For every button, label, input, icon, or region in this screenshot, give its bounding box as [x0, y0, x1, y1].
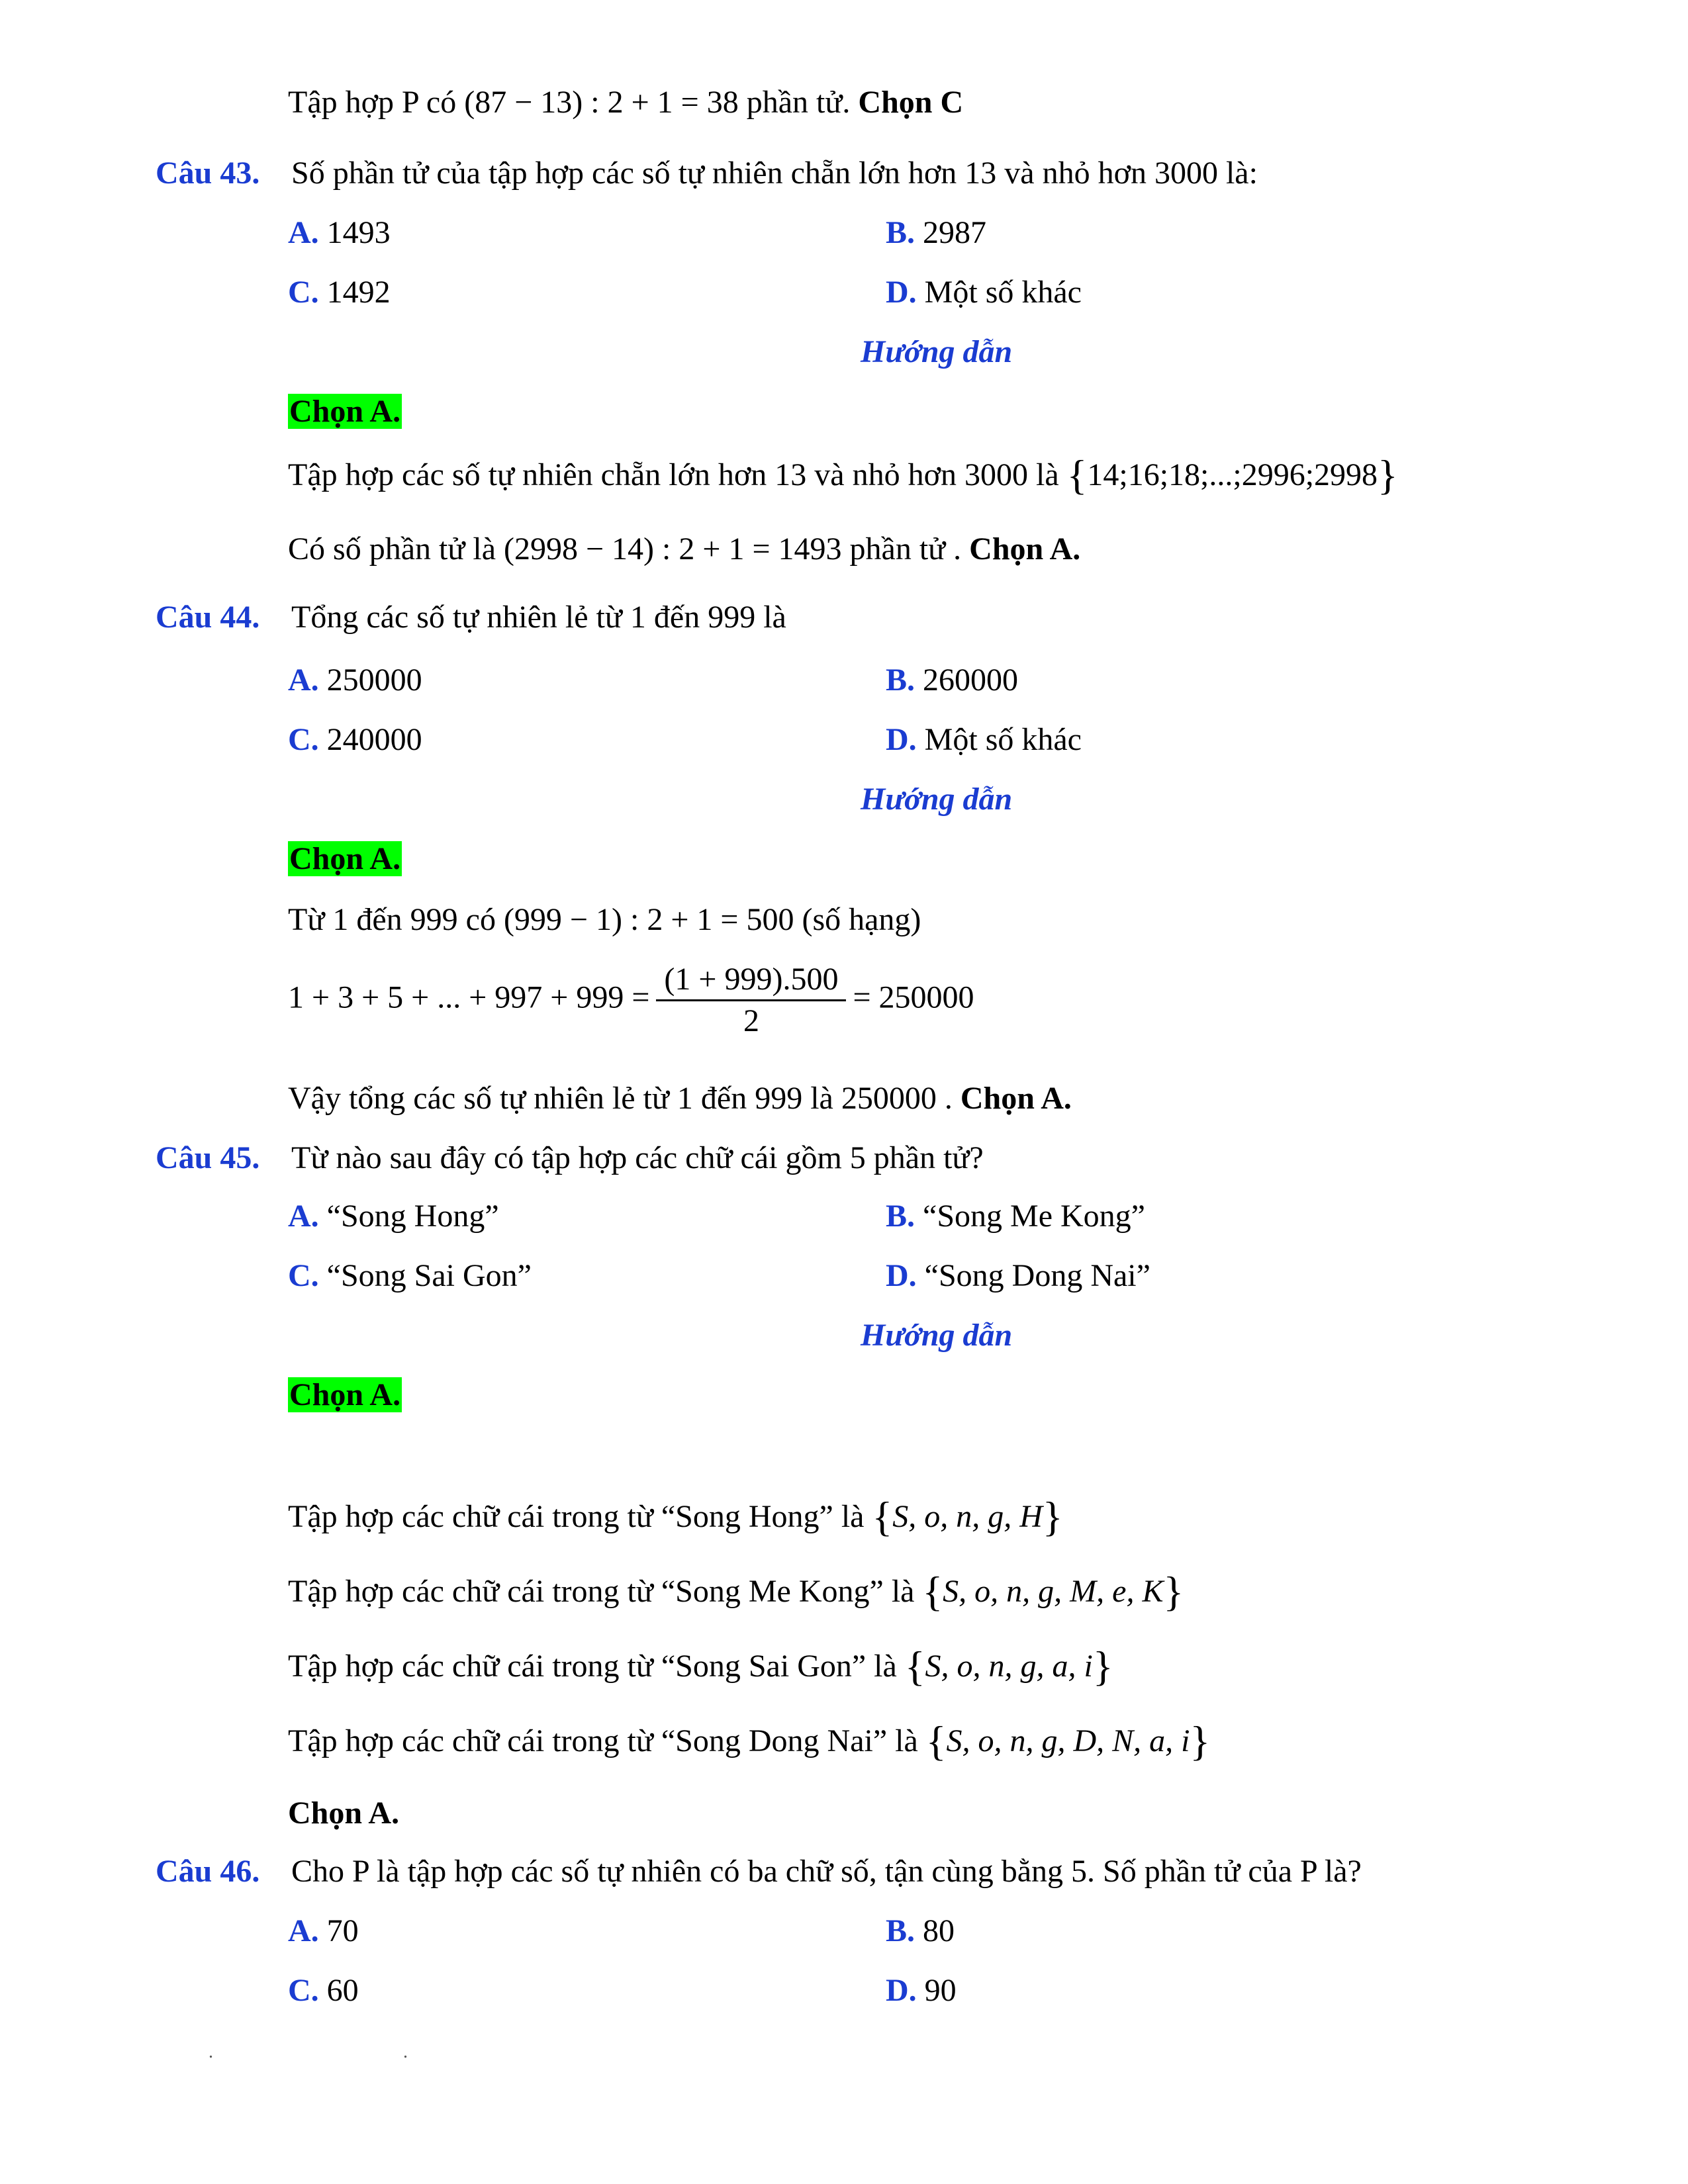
option-value: “Song Hong” — [326, 1199, 499, 1234]
q45-set-line — [288, 1493, 1063, 1540]
q46-text: Cho P là tập hợp các số tự nhiên có ba chữ số, tận cùng bằng 5. Số phần tử của P là? — [291, 1854, 1362, 1889]
q46-option-d — [886, 1971, 957, 2011]
q44-option-a — [288, 660, 422, 700]
q43-text: Số phần tử của tập hợp các số tự nhiên chẵn lớn hơn 13 và nhỏ hơn 3000 là: — [291, 156, 1258, 191]
footer-dots: . . — [209, 2042, 500, 2062]
option-label: A. — [288, 215, 319, 250]
brace-close: } — [1092, 1643, 1113, 1690]
brace-close: } — [1042, 1493, 1063, 1540]
option-value: 260000 — [923, 662, 1019, 698]
option-value: Một số khác — [924, 722, 1082, 757]
q45-text: Từ nào sau đây có tập hợp các chữ cái gồm 5 phần tử? — [291, 1140, 984, 1175]
brace-close: } — [1190, 1717, 1211, 1764]
q43-option-b — [886, 213, 986, 253]
q45-number: Câu 45. — [156, 1140, 260, 1175]
option-label: C. — [288, 275, 319, 310]
brace-close: } — [1163, 1568, 1184, 1615]
q44-option-b — [886, 660, 1018, 700]
brace-open: { — [872, 1493, 893, 1540]
q43-option-a — [288, 213, 391, 253]
brace-open: { — [925, 1717, 947, 1764]
set-contents: S, o, n, g, D, N, a, i — [946, 1723, 1190, 1758]
brace-open: { — [904, 1643, 925, 1690]
option-label: D. — [886, 722, 917, 757]
solution-answer: Chọn A. — [969, 531, 1081, 567]
option-value: Một số khác — [924, 275, 1082, 310]
q45-option-d — [886, 1256, 1150, 1296]
solution-text: Tập hợp các số tự nhiên chẵn lớn hơn 13 và nhỏ hơn 3000 là — [288, 457, 1059, 492]
q44-guide-heading: Hướng dẫn — [861, 782, 1013, 817]
option-value: 1493 — [326, 215, 391, 250]
q44-option-c — [288, 720, 422, 760]
q43-option-d — [886, 273, 1082, 312]
fraction — [656, 960, 846, 1041]
option-label: A. — [288, 662, 319, 698]
q46-option-c — [288, 1971, 359, 2011]
set-text: Tập hợp các chữ cái trong từ “Song Sai Gon” là — [288, 1649, 897, 1684]
q44-text: Tổng các số tự nhiên lẻ từ 1 đến 999 là — [291, 600, 786, 635]
option-label: C. — [288, 1973, 319, 2008]
option-label: D. — [886, 1973, 917, 2008]
q45-guide-heading: Hướng dẫn — [861, 1318, 1013, 1353]
q45-final-answer: Chọn A. — [288, 1796, 400, 1831]
option-label: A. — [288, 1199, 319, 1234]
q45-set-line — [288, 1568, 1184, 1615]
option-value: “Song Dong Nai” — [924, 1258, 1150, 1293]
intro-text: Tập hợp P có (87 − 13) : 2 + 1 = 38 phần tử. — [288, 85, 851, 120]
q43-number: Câu 43. — [156, 156, 260, 191]
highlighted-answer: Chọn A. — [289, 394, 401, 429]
q43-option-c — [288, 273, 391, 312]
q43-solution-line2 — [288, 529, 1080, 569]
set-contents: S, o, n, g, M, e, K — [943, 1574, 1164, 1609]
intro-line — [288, 83, 963, 122]
option-value: 2987 — [923, 215, 987, 250]
q44-option-d — [886, 720, 1082, 760]
conclusion-text: Vậy tổng các số tự nhiên lẻ từ 1 đến 999 là 250000 . — [288, 1081, 953, 1116]
option-value: “Song Me Kong” — [923, 1199, 1145, 1234]
q44-choice — [288, 839, 402, 879]
option-value: 60 — [326, 1973, 359, 2008]
option-value: 1492 — [326, 275, 391, 310]
set-text: Tập hợp các chữ cái trong từ “Song Dong Nai” là — [288, 1723, 918, 1758]
q45-option-b — [886, 1197, 1145, 1236]
q46-option-b — [886, 1911, 955, 1951]
set-text: Tập hợp các chữ cái trong từ “Song Me Kong” là — [288, 1574, 915, 1609]
set-contents: S, o, n, g, H — [892, 1499, 1043, 1534]
option-label: B. — [886, 662, 915, 698]
q45-choice — [288, 1375, 402, 1415]
option-value: 70 — [326, 1913, 359, 1948]
option-label: C. — [288, 722, 319, 757]
q44-number: Câu 44. — [156, 600, 260, 635]
q45-option-a — [288, 1197, 499, 1236]
intro-answer: Chọn C — [858, 85, 964, 120]
sum-right: = 250000 — [853, 979, 974, 1015]
highlighted-answer: Chọn A. — [289, 1377, 401, 1412]
fraction-numerator: (1 + 999).500 — [656, 960, 846, 1001]
q43-guide-heading: Hướng dẫn — [861, 334, 1013, 369]
option-value: 80 — [923, 1913, 955, 1948]
q44-solution-line1: Từ 1 đến 999 có (999 − 1) : 2 + 1 = 500 (số hạng) — [288, 902, 921, 937]
option-value: “Song Sai Gon” — [326, 1258, 532, 1293]
q44-conclusion — [288, 1079, 1072, 1118]
brace-open: { — [922, 1568, 943, 1615]
sum-left: 1 + 3 + 5 + ... + 997 + 999 = — [288, 979, 650, 1015]
q44-sum-equation — [288, 960, 974, 1041]
option-label: A. — [288, 1913, 319, 1948]
set-contents: 14;16;18;...;2996;2998 — [1087, 457, 1378, 492]
option-value: 250000 — [326, 662, 422, 698]
option-value: 90 — [924, 1973, 957, 2008]
option-label: C. — [288, 1258, 319, 1293]
q46-number: Câu 46. — [156, 1854, 260, 1889]
q43-solution-line1 — [288, 451, 1398, 498]
brace-close: } — [1378, 451, 1398, 498]
solution-text: Có số phần tử là (2998 − 14) : 2 + 1 = 1493 phần tử . — [288, 531, 962, 567]
q43-choice — [288, 392, 402, 432]
brace-open: { — [1066, 451, 1088, 498]
q45-set-line — [288, 1717, 1211, 1764]
fraction-denominator: 2 — [743, 1003, 759, 1038]
set-text: Tập hợp các chữ cái trong từ “Song Hong” là — [288, 1499, 865, 1534]
option-label: B. — [886, 215, 915, 250]
q46-option-a — [288, 1911, 359, 1951]
q45-option-c — [288, 1256, 532, 1296]
option-label: B. — [886, 1913, 915, 1948]
option-label: B. — [886, 1199, 915, 1234]
highlighted-answer: Chọn A. — [289, 841, 401, 876]
conclusion-answer: Chọn A. — [960, 1081, 1072, 1116]
q45-set-line — [288, 1643, 1113, 1690]
option-label: D. — [886, 275, 917, 310]
option-label: D. — [886, 1258, 917, 1293]
option-value: 240000 — [326, 722, 422, 757]
set-contents: S, o, n, g, a, i — [925, 1649, 1093, 1684]
